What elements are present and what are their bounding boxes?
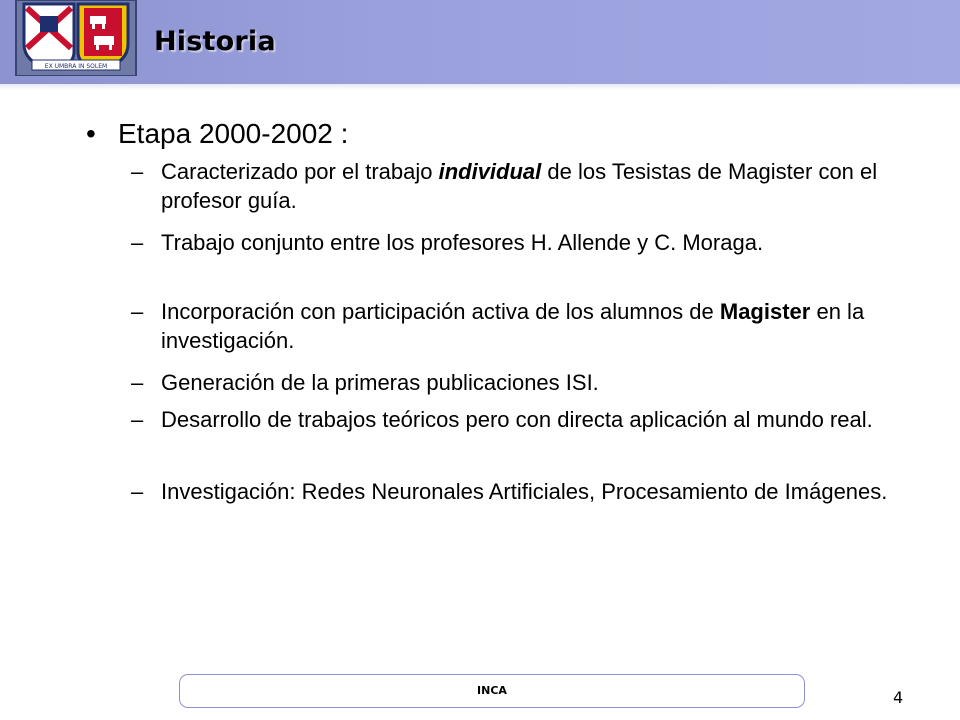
sub-bullet-dash: –: [131, 159, 144, 184]
bullet-glyph: •: [86, 118, 96, 149]
sub-bullet-1-text-after: de los Tesistas de Magister con el profesor guía.: [161, 159, 878, 213]
sub-bullet-6-text: Investigación: Redes Neuronales Artificiales, Procesamiento de Imágenes.: [161, 479, 888, 504]
page-number: 4: [893, 688, 904, 707]
sub-bullet-1-text: [161, 157, 891, 215]
sub-bullet-4-text: Generación de la primeras publicaciones ISI.: [161, 370, 599, 395]
footer-box: [179, 674, 805, 708]
sub-bullet-3-text-before: Incorporación con participación activa de los alumnos de: [161, 299, 720, 324]
logo-motto-text: EX UMBRA IN SOLEM: [44, 63, 108, 70]
sub-bullet-3-text: [161, 297, 891, 355]
header-band: [0, 0, 960, 87]
sub-bullet-dash: –: [131, 370, 144, 395]
sub-bullet-2-text: Trabajo conjunto entre los profesores H. Allende y C. Moraga.: [161, 230, 764, 255]
sub-bullet-3-strong: Magister: [719, 299, 811, 324]
sub-bullet-5-text: Desarrollo de trabajos teóricos pero con directa aplicación al mundo real.: [161, 407, 873, 432]
main-bullet-text: Etapa 2000-2002 :: [118, 118, 349, 149]
university-crest-logo: [14, 0, 138, 76]
sub-bullet-dash: –: [131, 407, 144, 432]
page-title: Historia: [154, 26, 276, 57]
footer-label: INCA: [477, 684, 507, 697]
sub-bullet-3-text-after: en la investigación.: [161, 299, 865, 353]
sub-bullet-dash: –: [131, 299, 144, 324]
sub-bullet-dash: –: [131, 479, 144, 504]
sub-bullet-dash: –: [131, 230, 144, 255]
sub-bullet-1-emphasis: individual: [438, 159, 542, 184]
sub-bullet-1-text-before: Caracterizado por el trabajo: [161, 159, 439, 184]
